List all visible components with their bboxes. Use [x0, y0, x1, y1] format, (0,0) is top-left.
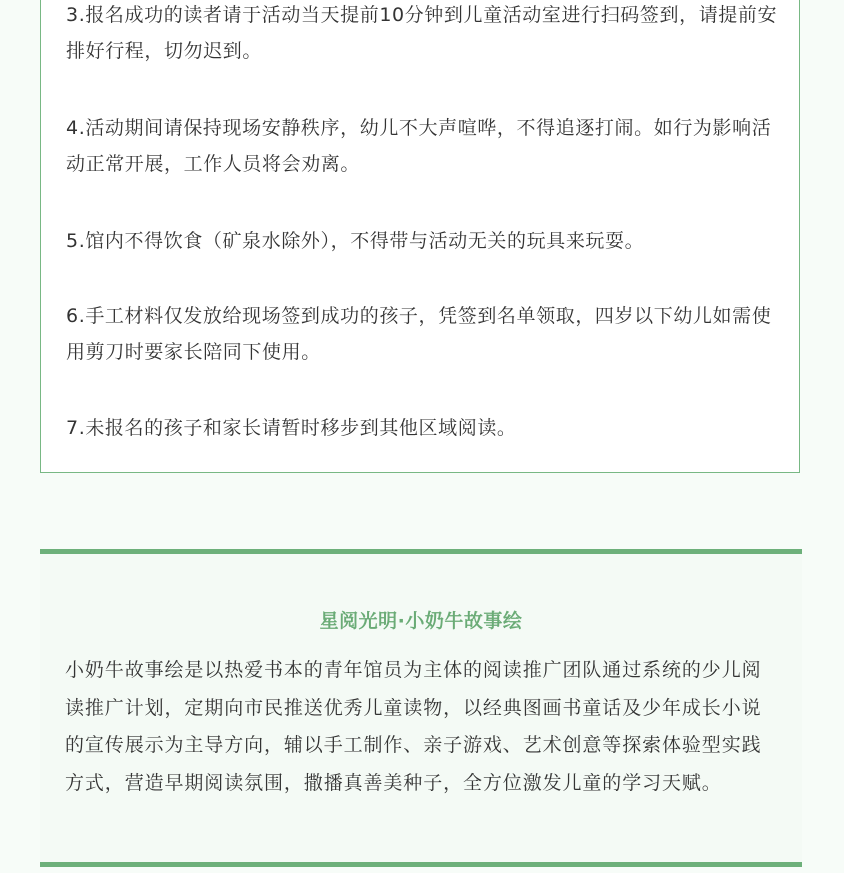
activity-rules-box — [40, 0, 800, 473]
section-body-text: 小奶牛故事绘是以热爱书本的青年馆员为主体的阅读推广团队通过系统的少儿阅读推广计划，定期向市民推送优秀儿童读物，以经典图画书童话及少年成长小说的宣传展示为主导方向，辅以手工制作、亲子游戏、艺术创意等探索体验型实践方式，营造早期阅读氛围，撒播真善美种子，全方位激发儿童的学习天赋。 — [65, 659, 762, 794]
rule-item-3: 3.报名成功的读者请于活动当天提前10分钟到儿童活动室进行扫码签到，请提前安排好行程，切勿迟到。 — [66, 4, 778, 62]
rule-item-5: 5.馆内不得饮食（矿泉水除外），不得带与活动无关的玩具来玩耍。 — [66, 230, 645, 252]
section-title: 星阅光明·小奶牛故事绘 — [319, 610, 523, 632]
rule-item-6: 6.手工材料仅发放给现场签到成功的孩子，凭签到名单领取，四岁以下幼儿如需使用剪刀时要家长陪同下使用。 — [66, 305, 772, 363]
story-program-intro — [40, 549, 802, 867]
rule-item-7: 7.未报名的孩子和家长请暂时移步到其他区域阅读。 — [66, 417, 517, 439]
rule-item-4: 4.活动期间请保持现场安静秩序，幼儿不大声喧哗，不得追逐打闹。如行为影响活动正常开展，工作人员将会劝离。 — [66, 117, 772, 175]
